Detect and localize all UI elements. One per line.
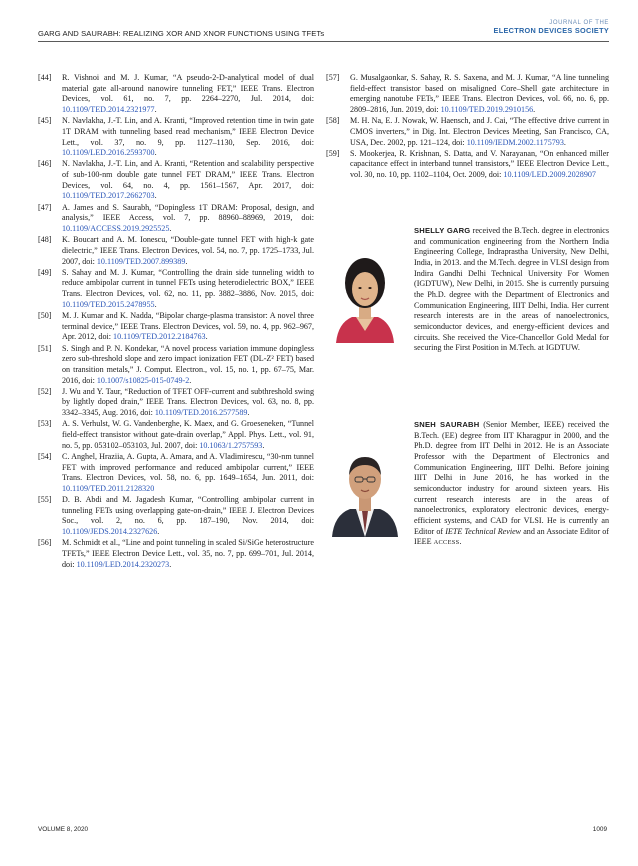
reference-number: [47] [38, 202, 52, 212]
reference-entry [38, 419, 314, 451]
references-right-column [326, 73, 609, 181]
doi-link[interactable]: 10.1007/s10825-015-0749-2 [96, 375, 190, 385]
reference-tail: . [154, 104, 157, 114]
reference-number: [58] [326, 116, 340, 126]
bio-name-saurabh: SNEH SAURABH [414, 420, 480, 429]
reference-number: [46] [38, 159, 52, 169]
references-left-column [38, 73, 314, 571]
doi-link[interactable]: 10.1109/TED.2017.2662703 [62, 191, 155, 201]
reference-number: [53] [38, 419, 52, 429]
reference-tail: . [154, 299, 157, 309]
reference-text: R. Vishnoi and M. J. Kumar, “A pseudo-2-D-analytical model of dual material gate all-around nanowire tunneling FET,” IEEE Trans. Electron Devices, vol. 61, no. 7, pp. 2264–2270, Jul. 2014, doi: [62, 73, 314, 104]
reference-tail: . [154, 191, 157, 201]
reference-text: M. Schmidt et al., “Line and point tunneling in scaled Si/SiGe heterostructure TFETs,” IEEE Electron Device Lett., vol. 35, no. 7, pp. 699–701, Jul. 2014, doi: [62, 538, 314, 569]
reference-entry [38, 495, 314, 538]
reference-number: [48] [38, 235, 52, 245]
reference-entry [38, 452, 314, 495]
doi-link[interactable]: 10.1109/LED.2014.2320273 [76, 559, 170, 569]
doi-link[interactable]: 10.1109/TED.2016.2577589 [154, 408, 248, 418]
running-title: GARG AND SAURABH: REALIZING XOR AND XNOR FUNCTIONS USING TFETs [38, 29, 325, 38]
doi-link[interactable]: 10.1109/TED.2007.899389 [96, 256, 186, 266]
reference-tail: . [157, 527, 160, 537]
reference-entry [38, 344, 314, 387]
reference-text: M. H. Na, E. J. Nowak, W. Haensch, and J. Cai, “The effective drive current in CMOS inverters,” in Dig. Int. Electron Devices Meeting, San Francisco, CA, USA, Dec. 2002, pp. 121–124, doi: [350, 116, 609, 147]
reference-tail: . [154, 148, 157, 158]
reference-text: A. James and S. Saurabh, “Dopingless 1T DRAM: Proposal, design, and analysis,” IEEE Access, vol. 7, pp. 88960–88969, 2019, doi: [62, 202, 314, 223]
reference-entry [38, 116, 314, 159]
reference-entry [38, 159, 314, 202]
reference-entry [38, 73, 314, 116]
reference-entry [38, 538, 314, 570]
author-bio-garg [326, 226, 609, 354]
bio-text-saurabh-end: . [459, 537, 462, 547]
doi-link[interactable]: 10.1109/TED.2012.2184763 [113, 332, 206, 342]
author-photo-saurabh [326, 437, 404, 537]
reference-number: [45] [38, 116, 52, 126]
reference-tail: . [262, 440, 265, 450]
reference-entry [38, 203, 314, 235]
doi-link[interactable]: 10.1063/1.2757593 [199, 440, 263, 450]
bio-text-garg: received the B.Tech. degree in electronics and communication engineering from the Northern India Engineering College, Indraprastha University, New Delhi, India, in 2013. and the M.Tech. degree in VLSI design from Indira Gandhi Delhi Technical University For Women (IGDTUW), New Delhi, in 2015. She is currently pursuing the Ph.D. degree with the Department of Electronics and Communication Engineering, IIIT Delhi, India. Her current research interests are in the areas of nanoelectronics, semiconductor devices, and energy-efficient devices and circuits. She received the Vice-Chancellor Gold Medal for securing the First Position in M.Tech. at IGDTUW. [414, 226, 609, 353]
doi-link[interactable]: 10.1109/IEDM.2002.1175793 [466, 137, 564, 147]
reference-number: [56] [38, 538, 52, 548]
bio-access-smallcaps: ACCESS [433, 539, 460, 547]
doi-link[interactable]: 10.1109/LED.2016.2593700 [62, 148, 155, 158]
reference-text: N. Navlakha, J.-T. Lin, and A. Kranti, “Retention and scalability perspective of sub-100-nm double gate tunnel FET DRAM,” IEEE Trans. Electron Devices, vol. 64, no. 4, pp. 1561–1567, Apr. 2017, doi: [62, 159, 314, 190]
reference-text: D. B. Abdi and M. Jagadesh Kumar, “Controlling ambipolar current in tunneling FETs using overlapping gate-on-drain,” IEEE J. Electron Devices Soc., vol. 2, no. 6, pp. 187–190, Nov. 2014, doi: [62, 495, 314, 526]
bio-journal-title: IETE Technical Review [445, 526, 522, 536]
doi-link[interactable]: 10.1109/TED.2019.2910156 [440, 104, 534, 114]
journal-logo-line2: ELECTRON DEVICES SOCIETY [493, 26, 609, 35]
header-rule [38, 41, 609, 42]
bio-text-saurabh: (Senior Member, IEEE) received the B.Tech. (EE) degree from IIT Kharagpur in 2000, and the Ph.D. degree from IIT Delhi in 2012. He is an Associate Professor with the Department of Electronics and Communication Engineering, IIIT Delhi. Before joining IIIT Delhi in June 2016, he has worked in the semiconductor industry for around sixteen years. His current research interests are in the areas of nanoelectronics, exploratory electronic devices, energy-efficient systems, and CAD for VLSI. He is currently an Editor of [414, 420, 609, 536]
footer-page-number: 1009 [592, 826, 607, 833]
reference-number: [44] [38, 73, 52, 82]
reference-entry [38, 311, 314, 343]
reference-text: S. Sahay and M. J. Kumar, “Controlling the drain side tunneling width to reduce ambipolar current in tunnel FETs using heterodielectric BOX,” IEEE Trans. Electron Devices, vol. 62, no. 11, pp. 3882–3886, Nov. 2015, doi: [62, 267, 314, 299]
doi-link[interactable]: 10.1109/TED.2015.2478955 [62, 299, 155, 309]
bio-name-garg: SHELLY GARG [414, 226, 471, 235]
reference-tail: . [247, 408, 250, 418]
footer-volume: VOLUME 8, 2020 [38, 826, 89, 833]
reference-text: J. Wu and Y. Taur, “Reduction of TFET OFF-current and subthreshold swing by lightly doped drain,” IEEE Trans. Electron Devices, vol. 63, no. 8, pp. 3342–3345, Aug. 2016, doi: [62, 386, 314, 418]
doi-link[interactable]: 10.1109/LED.2009.2028907 [503, 170, 596, 180]
reference-text: K. Boucart and A. M. Ionescu, “Double-gate tunnel FET with high-k gate dielectric,” IEEE Trans. Electron Devices, vol. 54, no. 7, pp. 1725–1733, Jul. 2007, doi: [62, 235, 314, 266]
bio-text-saurabh-cont: and an Associate Editor of IEEE [414, 526, 609, 547]
reference-text: C. Anghel, Hraziia, A. Gupta, A. Amara, and A. Vladimirescu, “30-nm tunnel FET with improved performance and reduced ambipolar current,” IEEE Trans. Electron Devices, vol. 58, no. 6, pp. 1649–1654, Jun. 2011, doi: [62, 451, 314, 483]
reference-number: [50] [38, 311, 52, 320]
doi-link[interactable]: 10.1109/TED.2014.2321977 [62, 104, 155, 114]
reference-entry [326, 116, 609, 148]
reference-text: M. J. Kumar and K. Nadda, “Bipolar charge-plasma transistor: A novel three terminal device,” IEEE Trans. Electron Devices, vol. 59, no. 4, pp. 962–967, Apr. 2012, doi: [62, 311, 314, 342]
reference-number: [49] [38, 267, 52, 277]
reference-entry [326, 73, 609, 116]
reference-entry [326, 149, 609, 181]
reference-tail: . [205, 332, 208, 342]
author-bio-saurabh [326, 420, 609, 549]
reference-tail: . [533, 104, 536, 114]
reference-tail: . [185, 256, 188, 266]
journal-logo [494, 20, 609, 35]
reference-number: [52] [38, 386, 52, 396]
reference-entry [38, 387, 314, 419]
reference-tail: . [189, 375, 192, 385]
reference-number: [54] [38, 451, 52, 461]
doi-link[interactable]: 10.1109/ACCESS.2019.2925525 [62, 223, 170, 233]
reference-text: S. Mookerjea, R. Krishnan, S. Datta, and V. Narayanan, “On enhanced miller capacitance effect in interband tunnel transistors,” IEEE Electron Device Lett., vol. 30, no. 10, pp. 1102–1104, Oct. 2009, doi: [350, 148, 609, 180]
reference-entry [38, 268, 314, 311]
doi-link[interactable]: 10.1109/TED.2011.2128320 [62, 483, 155, 493]
reference-text: N. Navlakha, J.-T. Lin, and A. Kranti, “Improved retention time in twin gate 1T DRAM with tunneling based read mechanism,” IEEE Electron Device Lett., vol. 37, no. 9, pp. 1127–1130, Sep. 2016, doi: [62, 116, 314, 147]
author-photo-garg [326, 243, 404, 343]
reference-entry [38, 235, 314, 267]
reference-number: [55] [38, 495, 52, 505]
journal-logo-line1: JOURNAL OF THE [549, 20, 609, 26]
reference-number: [51] [38, 343, 52, 353]
reference-text: S. Singh and P. N. Kondekar, “A novel process variation immune dopingless zero sub-threshold slope and zero impact ionization FET (DL-Z² FET) based on transition metals,” J. Comput. Electron., vol. 15, no. 1, pp. 67–75, Mar. 2016, doi: [62, 343, 314, 385]
reference-tail: . [563, 137, 566, 147]
reference-tail: . [169, 223, 172, 233]
reference-text: A. S. Verhulst, W. G. Vandenberghe, K. Maex, and G. Groeseneken, “Tunnel field-effect transistor without gate-drain overlap,” Appl. Phys. Lett., vol. 91, no. 5, pp. 053102–053103, Jul. 2007, doi: [62, 419, 314, 450]
doi-link[interactable]: 10.1109/JEDS.2014.2327626 [62, 527, 158, 537]
reference-text: G. Musalgaonkar, S. Sahay, R. S. Saxena, and M. J. Kumar, “A line tunneling field-effect transistor based on misaligned Core–Shell gate architecture in emerging nanotube FETs,” IEEE Trans. Electron Devices, vol. 66, no. 6, pp. 2809–2816, Jun. 2019, doi: [350, 73, 609, 114]
reference-number: [57] [326, 73, 340, 82]
reference-number: [59] [326, 148, 340, 158]
reference-tail: . [169, 559, 172, 569]
